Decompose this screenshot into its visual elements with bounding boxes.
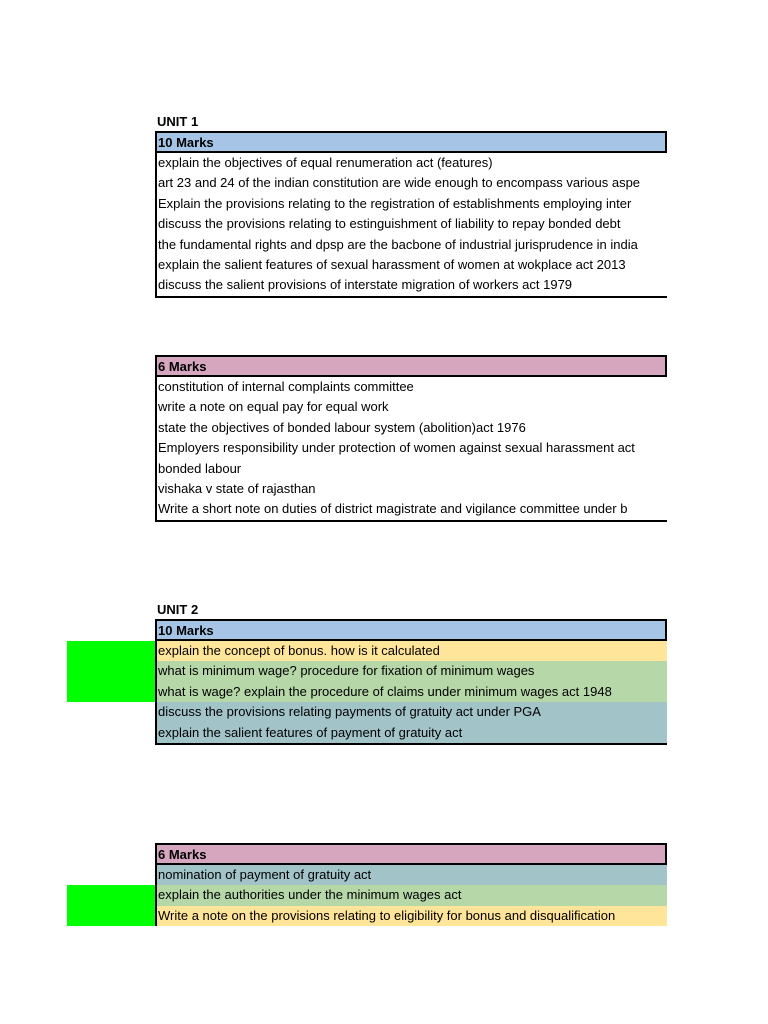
unit2-10marks-rows <box>155 641 667 745</box>
unit1-10marks-header: 10 Marks <box>155 131 667 153</box>
question-row: art 23 and 24 of the indian constitution are wide enough to encompass various aspe <box>158 175 641 191</box>
unit1-6marks-table <box>155 355 667 522</box>
highlight-marker <box>67 641 155 702</box>
question-row: Write a note on the provisions relating to eligibility for bonus and disqualification <box>157 906 667 926</box>
question-row: state the objectives of bonded labour system (abolition)act 1976 <box>158 419 526 435</box>
question-row: nomination of payment of gratuity act <box>157 865 667 885</box>
question-row: write a note on equal pay for equal work <box>158 399 389 415</box>
unit2-10marks-header: 10 Marks <box>155 619 667 641</box>
question-row: discuss the provisions relating to estinguishment of liability to repay bonded debt <box>158 216 621 232</box>
unit2-6marks-rows <box>155 865 667 926</box>
question-row: what is wage? explain the procedure of claims under minimum wages act 1948 <box>157 682 667 702</box>
question-row: explain the concept of bonus. how is it calculated <box>157 641 667 661</box>
question-row: discuss the provisions relating payments of gratuity act under PGA <box>157 702 667 722</box>
question-row: Employers responsibility under protection of women against sexual harassment act <box>158 440 635 456</box>
highlight-marker <box>67 885 155 926</box>
question-row: explain the salient features of payment of gratuity act <box>157 723 667 743</box>
question-row: Write a short note on duties of district magistrate and vigilance committee under b <box>158 501 628 517</box>
question-row: bonded labour <box>158 460 242 476</box>
question-row: Explain the provisions relating to the registration of establishments employing inter <box>158 195 632 211</box>
question-row: the fundamental rights and dpsp are the bacbone of industrial jurisprudence in india <box>158 236 638 252</box>
unit2-6marks-table <box>155 843 667 926</box>
question-row: explain the objectives of equal renumeration act (features) <box>158 155 493 170</box>
unit2-6marks-header: 6 Marks <box>155 843 667 865</box>
question-row: vishaka v state of rajasthan <box>158 480 316 496</box>
unit1-10marks-table <box>155 131 667 298</box>
question-row: constitution of internal complaints committee <box>158 379 414 394</box>
question-row: what is minimum wage? procedure for fixation of minimum wages <box>157 661 667 681</box>
unit1-6marks-rows <box>155 377 667 522</box>
unit2-title: UNIT 2 <box>157 602 199 617</box>
question-row: explain the salient features of sexual harassment of women at wokplace act 2013 <box>158 256 626 272</box>
question-row: discuss the salient provisions of interstate migration of workers act 1979 <box>158 277 573 293</box>
unit1-10marks-rows <box>155 153 667 298</box>
unit1-6marks-header: 6 Marks <box>155 355 667 377</box>
unit2-10marks-table <box>155 619 667 745</box>
unit1-title: UNIT 1 <box>157 114 199 129</box>
question-row: explain the authorities under the minimum wages act <box>157 885 667 905</box>
